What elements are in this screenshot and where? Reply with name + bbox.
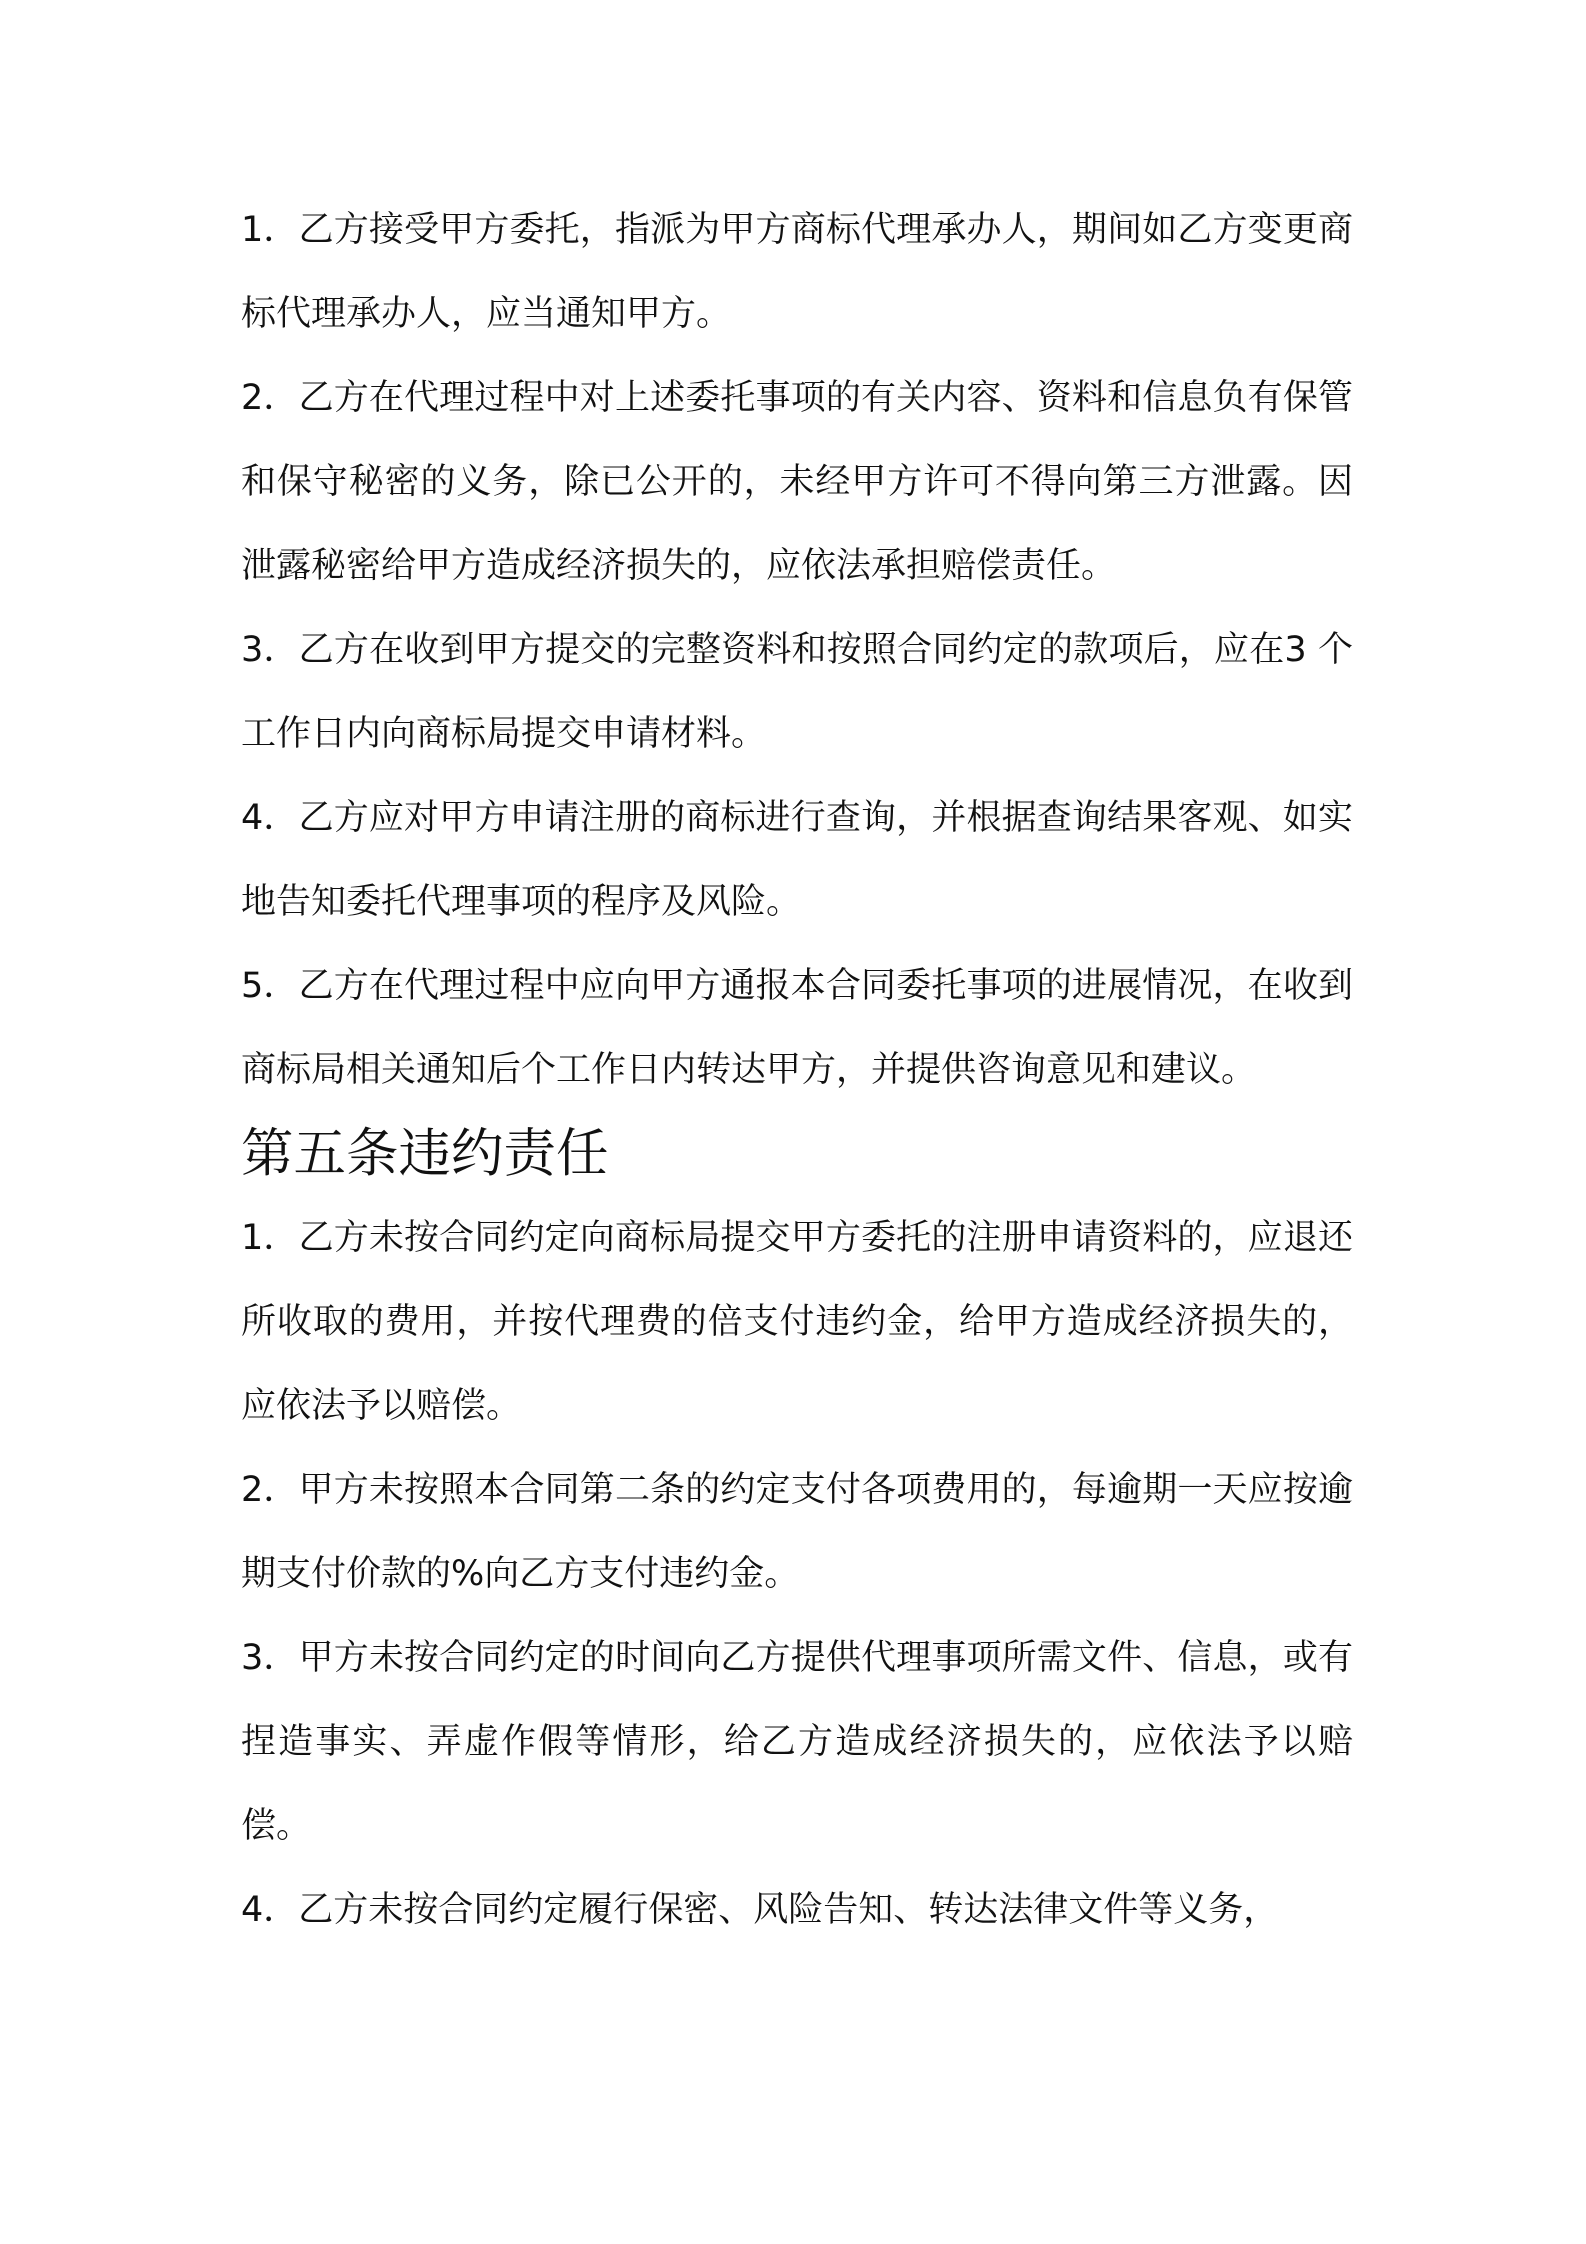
document-body [241, 188, 1353, 1952]
liability-paragraph-2: 2．甲方未按照本合同第二条的约定支付各项费用的，每逾期一天应按逾期支付价款的%向乙方支付违约金。 [241, 1470, 1353, 1594]
clause-paragraph-2: 2．乙方在代理过程中对上述委托事项的有关内容、资料和信息负有保管和保守秘密的义务，除已公开的，未经甲方许可不得向第三方泄露。因泄露秘密给甲方造成经济损失的，应依法承担赔偿责任。 [241, 378, 1353, 586]
clause-paragraph-4: 4．乙方应对甲方申请注册的商标进行查询，并根据查询结果客观、如实地告知委托代理事项的程序及风险。 [241, 798, 1353, 922]
liability-paragraph-4: 4．乙方未按合同约定履行保密、风险告知、转达法律文件等义务， [241, 1890, 1279, 1930]
clause-paragraph-3: 3．乙方在收到甲方提交的完整资料和按照合同约定的款项后，应在3 个工作日内向商标局提交申请材料。 [241, 630, 1353, 754]
section-heading: 第五条违约责任 [241, 1123, 609, 1184]
clause-paragraph-1: 1．乙方接受甲方委托，指派为甲方商标代理承办人，期间如乙方变更商标代理承办人，应当通知甲方。 [241, 210, 1353, 334]
liability-paragraph-3: 3．甲方未按合同约定的时间向乙方提供代理事项所需文件、信息，或有捏造事实、弄虚作假等情形，给乙方造成经济损失的，应依法予以赔偿。 [241, 1638, 1353, 1846]
clause-paragraph-5: 5．乙方在代理过程中应向甲方通报本合同委托事项的进展情况，在收到商标局相关通知后个工作日内转达甲方，并提供咨询意见和建议。 [241, 966, 1353, 1090]
liability-paragraph-1: 1．乙方未按合同约定向商标局提交甲方委托的注册申请资料的，应退还所收取的费用，并按代理费的倍支付违约金，给甲方造成经济损失的，应依法予以赔偿。 [241, 1218, 1353, 1426]
